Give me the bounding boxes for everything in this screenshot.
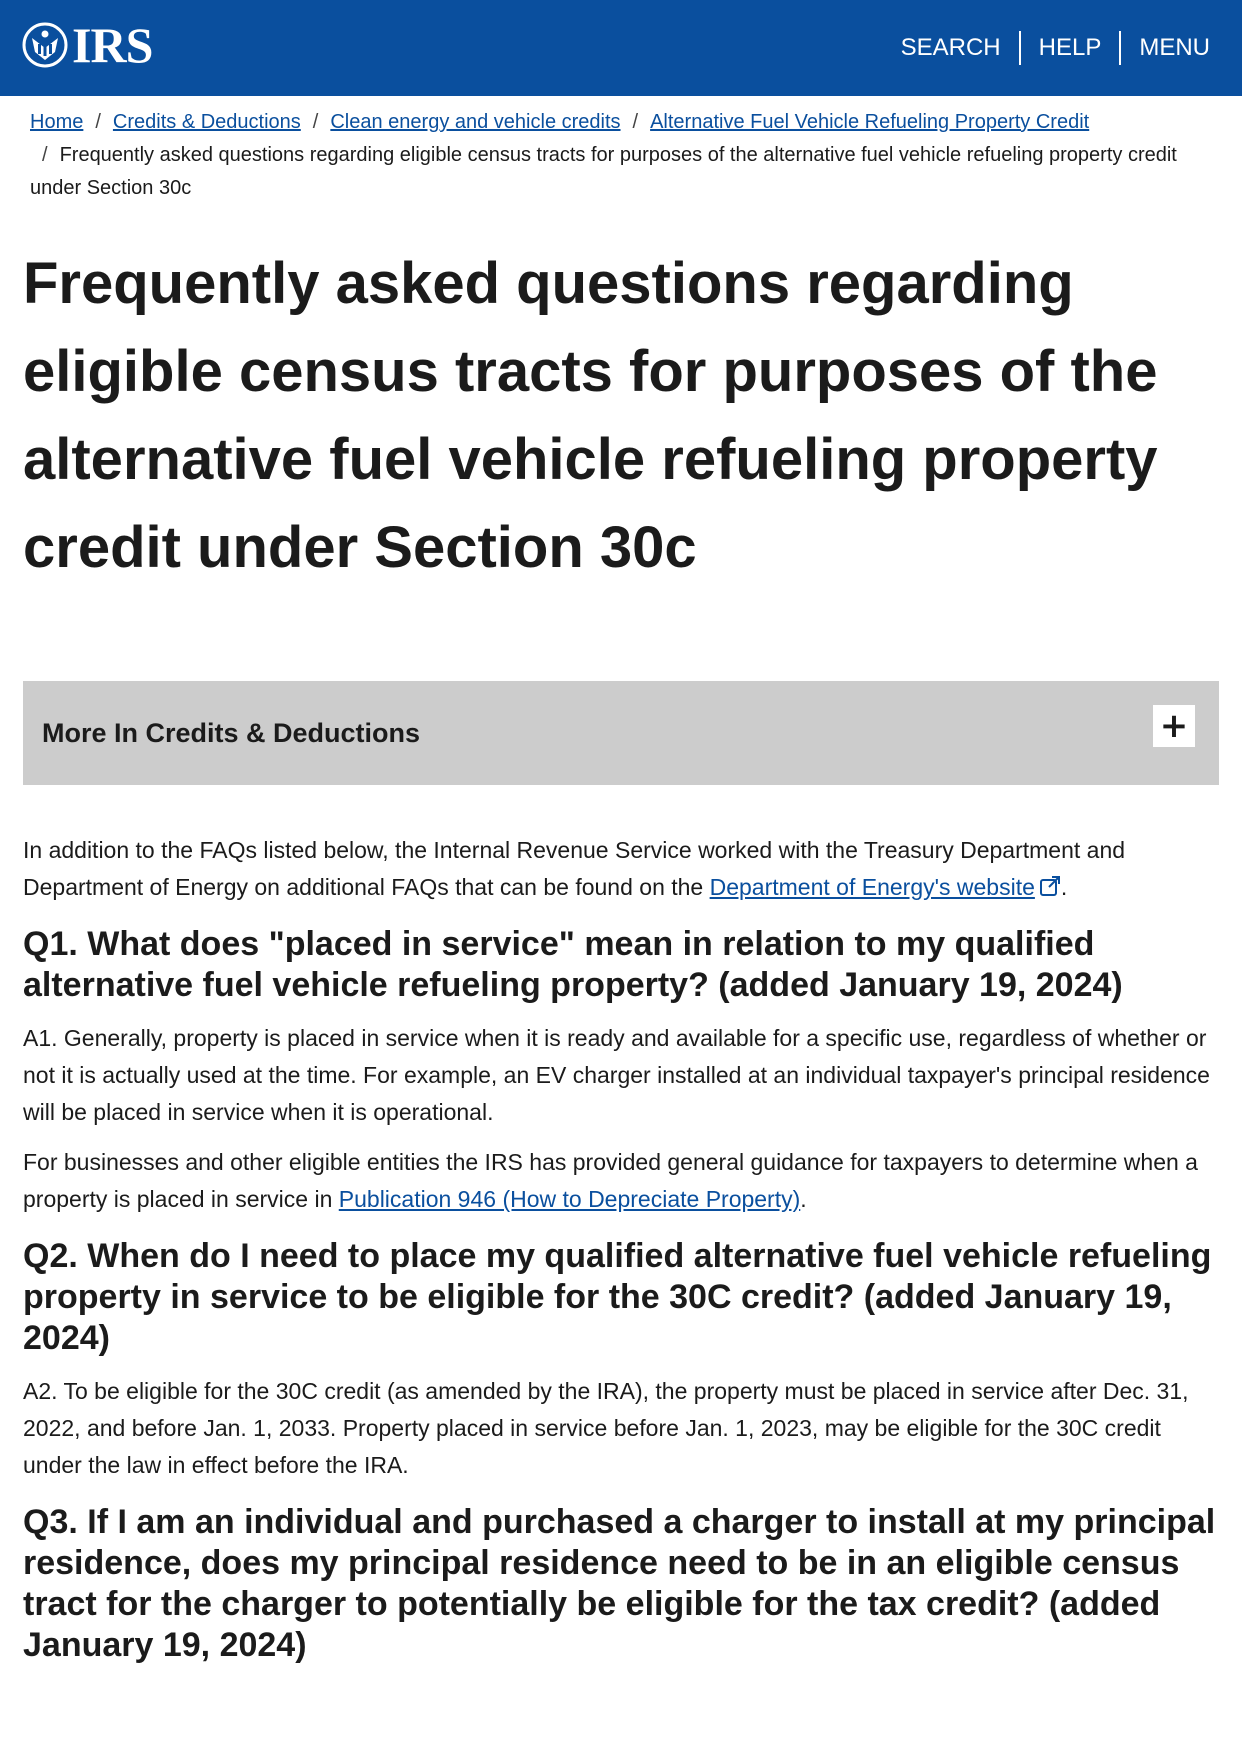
faq-answer-1-guidance: For businesses and other eligible entities the IRS has provided general guidance for taxpayers to determine when a property is placed in service in Publication 946 (How to Depreciate Property). [23,1149,1198,1212]
breadcrumb-separator: / [95,111,101,133]
faq-content [23,832,1219,1680]
breadcrumb-separator: / [312,111,319,133]
logo-text: IRS [72,17,153,73]
breadcrumb-separator: / [42,144,48,166]
header-nav [883,31,1210,65]
breadcrumb-credits-deductions[interactable]: Credits & Deductions [112,111,301,133]
breadcrumb [30,106,1180,205]
faq-answer-2: A2. To be eligible for the 30C credit (as amended by the IRA), the property must be placed in service after Dec. 31, 2022, and before Jan. 1, 2033. Property placed in service before Jan. 1, 2023, may be eligible for the 30C credit under the law in effect before the IRA. [23,1378,1189,1478]
faq-question-2: Q2. When do I need to place my qualified alternative fuel vehicle refueling property in service to be eligible for the 30C credit? (added January 19, 2024) [23,1237,1212,1357]
breadcrumb-separator: / [632,111,639,133]
more-in-credits-accordion[interactable] [23,681,1219,785]
menu-button[interactable]: MENU [1121,31,1210,65]
breadcrumb-current: Frequently asked questions regarding eligible census tracts for purposes of the alternative fuel vehicle refueling property credit under Section 30c [30,144,1177,199]
faq-question-1: Q1. What does "placed in service" mean in relation to my qualified alternative fuel vehicle refueling property? (added January 19, 2024) [23,925,1123,1004]
external-link-icon [1039,875,1061,897]
breadcrumb-home[interactable]: Home [30,111,84,133]
search-button[interactable]: SEARCH [883,31,1019,65]
doe-website-link[interactable]: Department of Energy's website [709,874,1035,900]
faq-answer-1: A1. Generally, property is placed in service when it is ready and available for a specific use, regardless of whether or not it is actually used at the time. For example, an EV charger installed at an individual taxpayer's principal residence will be placed in service when it is operational. [23,1025,1210,1125]
irs-logo[interactable] [22,17,153,73]
publication-946-link[interactable]: Publication 946 (How to Depreciate Property) [338,1186,801,1212]
eagle-seal-icon [22,22,68,68]
breadcrumb-clean-energy[interactable]: Clean energy and vehicle credits [330,111,621,133]
faq-question-3: Q3. If I am an individual and purchased a charger to install at my principal residence, does my principal residence need to be in an eligible census tract for the charger to potentially be eligible for the tax credit? (added January 19, 2024) [23,1503,1216,1664]
page-title: Frequently asked questions regarding eligible census tracts for purposes of the alternative fuel vehicle refueling property credit under Section 30c [23,251,1158,580]
site-header [0,0,1242,96]
intro-paragraph: In addition to the FAQs listed below, the Internal Revenue Service worked with the Treasury Department and Department of Energy on additional FAQs that can be found on the Department of Energy's website . [23,837,1126,900]
expand-plus-icon[interactable]: + [1153,705,1195,747]
breadcrumb-alt-fuel-credit[interactable]: Alternative Fuel Vehicle Refueling Property Credit [650,111,1090,133]
accordion-label: More In Credits & Deductions [42,718,421,748]
help-button[interactable]: HELP [1021,31,1120,65]
